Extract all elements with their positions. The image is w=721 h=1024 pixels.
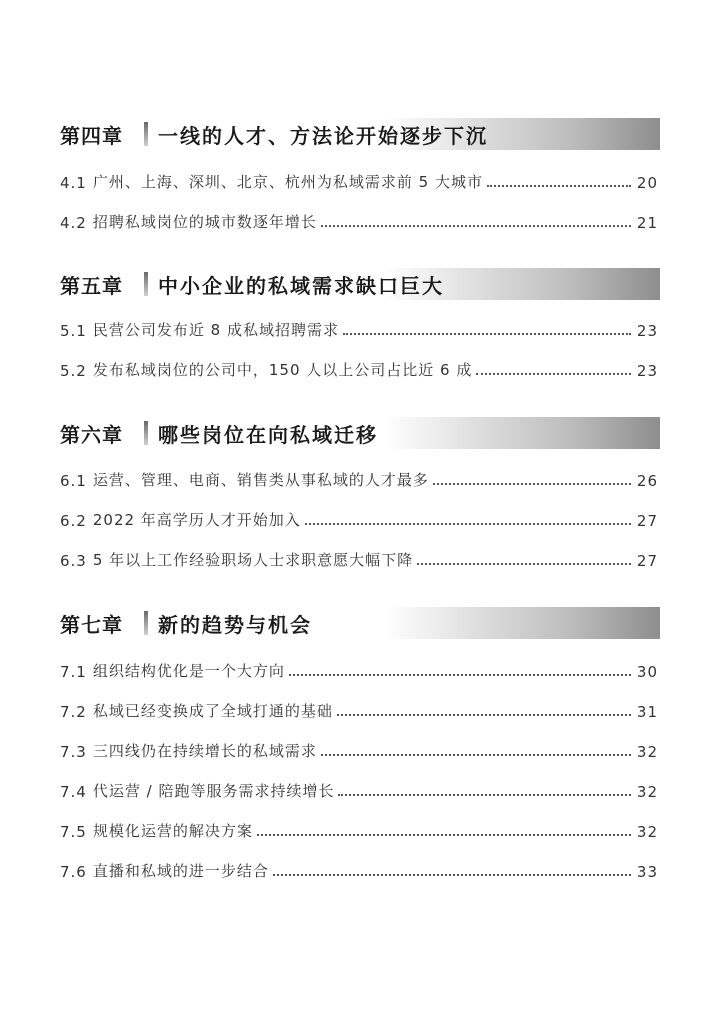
entry-title: 民营公司发布近 8 成私域招聘需求 [92,321,339,339]
entry-page-number: 32 [636,743,658,761]
entry-number: 4.2 [60,214,87,232]
entry-title: 三四线仍在持续增长的私域需求 [92,742,317,760]
dot-leader [417,563,631,565]
dot-leader [476,373,631,375]
entry-title: 广州、上海、深圳、北京、杭州为私域需求前 5 大城市 [92,173,483,191]
chapter-divider [144,272,148,296]
entry-page-number: 23 [636,362,658,380]
entry-page-number: 30 [636,663,658,681]
entry-number: 4.1 [60,174,87,192]
entry-number: 7.6 [60,863,87,881]
toc-entry[interactable] [60,508,658,530]
entry-number: 7.3 [60,743,87,761]
chapter-title: 中小企业的私域需求缺口巨大 [158,273,444,298]
entry-number: 6.3 [60,552,87,570]
toc-entry[interactable] [60,548,658,570]
entry-page-number: 23 [636,322,658,340]
entry-number: 5.1 [60,322,87,340]
dot-leader [305,523,631,525]
entry-page-number: 31 [636,703,658,721]
entry-title: 发布私域岗位的公司中，150 人以上公司占比近 6 成 [92,361,473,379]
chapter-number: 第四章 [60,123,123,148]
chapter-title: 新的趋势与机会 [158,612,312,637]
entry-title: 规模化运营的解决方案 [92,822,253,840]
entry-page-number: 32 [636,783,658,801]
entry-number: 6.2 [60,512,87,530]
entry-title: 5 年以上工作经验职场人士求职意愿大幅下降 [92,551,414,569]
entry-title: 组织结构优化是一个大方向 [92,662,285,680]
dot-leader [321,225,631,227]
chapter-title-band [158,118,660,150]
entry-title: 代运营 / 陪跑等服务需求持续增长 [92,782,335,800]
entry-page-number: 33 [636,863,658,881]
chapter-divider [144,122,148,146]
dot-leader [487,185,631,187]
dot-leader [289,674,631,676]
entry-number: 7.5 [60,823,87,841]
entry-number: 7.2 [60,703,87,721]
entry-title: 直播和私域的进一步结合 [92,862,269,880]
entry-page-number: 27 [636,552,658,570]
entry-page-number: 21 [636,214,658,232]
entry-title: 私域已经变换成了全域打通的基础 [92,702,333,720]
toc-entry[interactable] [60,779,658,801]
chapter-title-band [158,417,660,449]
chapter-title-band [158,607,660,639]
entry-number: 6.1 [60,472,87,490]
entry-title: 2022 年高学历人才开始加入 [92,511,301,529]
chapter-title: 哪些岗位在向私域迁移 [158,422,378,447]
toc-entry[interactable] [60,318,658,340]
chapter-number: 第六章 [60,422,123,447]
chapter-heading [60,118,660,150]
toc-entry[interactable] [60,468,658,490]
entry-page-number: 32 [636,823,658,841]
toc-entry[interactable] [60,819,658,841]
chapter-heading [60,417,660,449]
toc-entry[interactable] [60,699,658,721]
entry-number: 7.4 [60,783,87,801]
toc-entry[interactable] [60,659,658,681]
entry-number: 5.2 [60,362,87,380]
entry-page-number: 27 [636,512,658,530]
entry-page-number: 26 [636,472,658,490]
dot-leader [257,834,631,836]
entry-page-number: 20 [636,174,658,192]
dot-leader [321,754,631,756]
toc-entry[interactable] [60,210,658,232]
toc-entry[interactable] [60,739,658,761]
chapter-heading [60,268,660,300]
dot-leader [338,794,630,796]
chapter-divider [144,421,148,445]
entry-title: 招聘私域岗位的城市数逐年增长 [92,213,317,231]
chapter-title-band [158,268,660,300]
entry-title: 运营、管理、电商、销售类从事私域的人才最多 [92,471,429,489]
chapter-number: 第五章 [60,273,123,298]
chapter-number: 第七章 [60,612,123,637]
chapter-title: 一线的人才、方法论开始逐步下沉 [158,123,488,148]
dot-leader [433,483,631,485]
dot-leader [337,714,631,716]
toc-entry[interactable] [60,170,658,192]
toc-entry[interactable] [60,358,658,380]
chapter-divider [144,611,148,635]
dot-leader [343,333,631,335]
toc-entry[interactable] [60,859,658,881]
chapter-heading [60,607,660,639]
dot-leader [273,874,631,876]
entry-number: 7.1 [60,663,87,681]
